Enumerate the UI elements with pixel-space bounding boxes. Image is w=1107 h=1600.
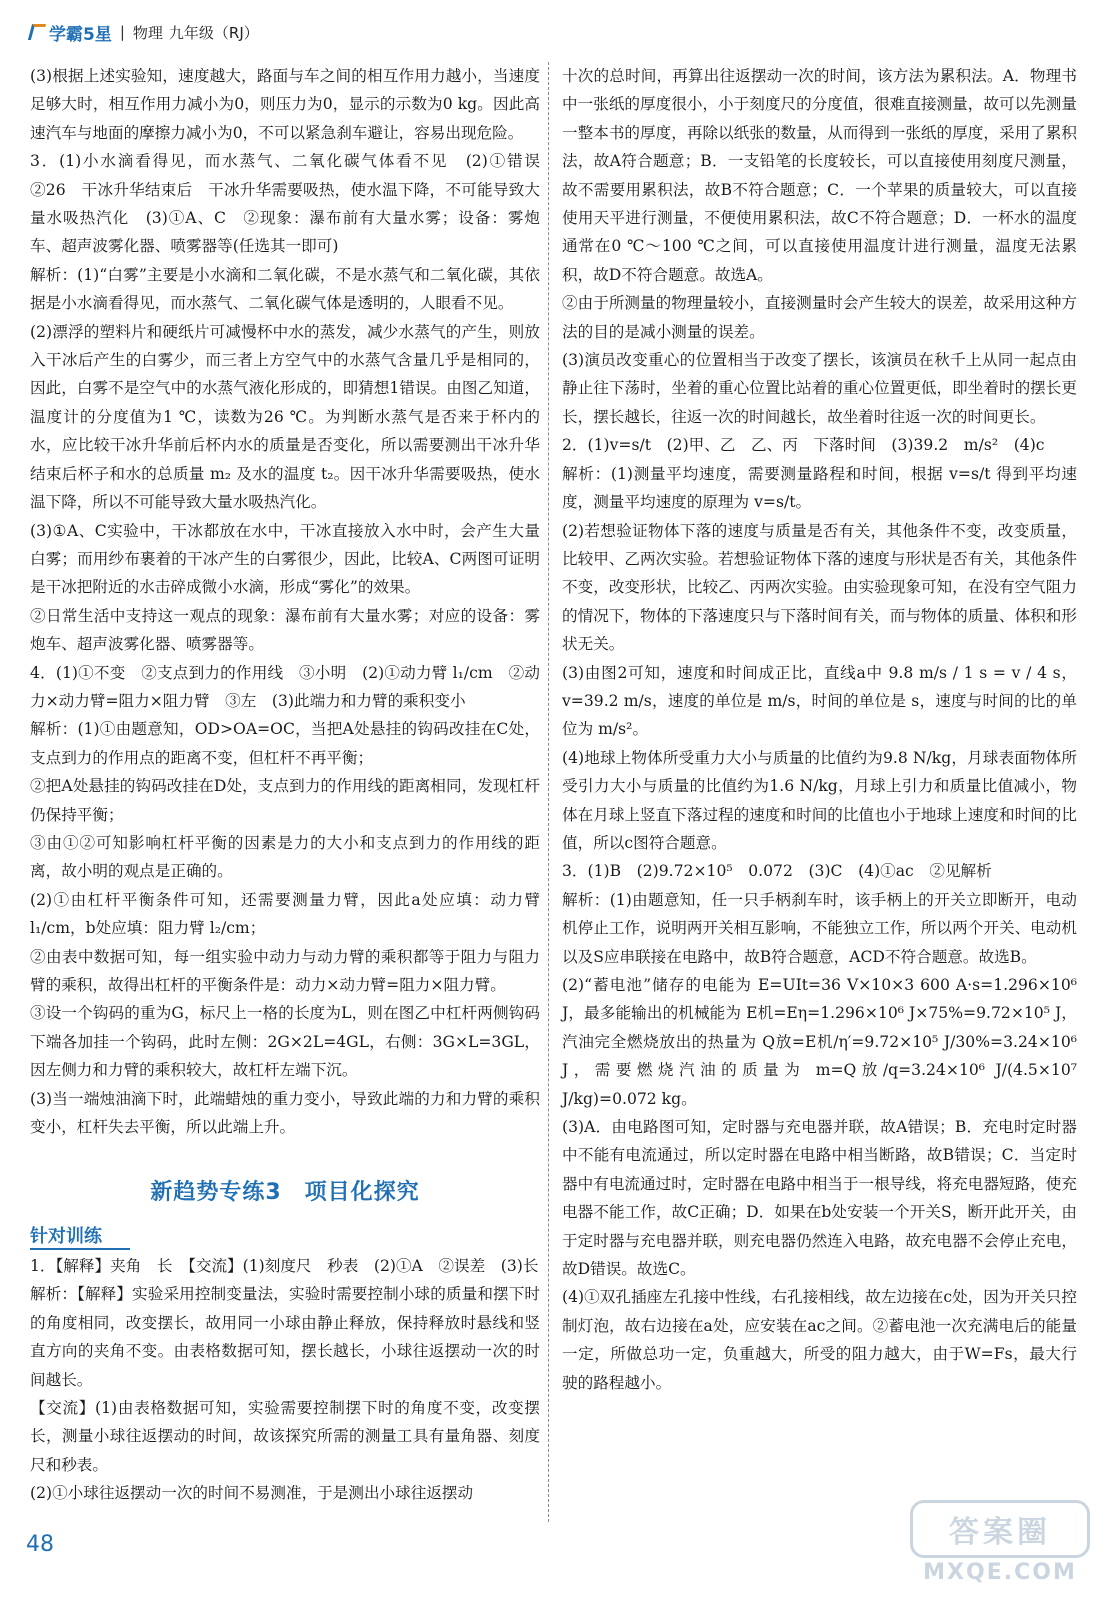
paragraph: 十次的总时间，再算出往返摆动一次的时间，该方法为累积法。A．物理书中一张纸的厚度很小，小于刻度尺的分度值，很难直接测量，故可以先测量一整本书的厚度，再除以纸张的数量，从而得到一张纸的厚度，采用了累积法，故A符合题意；B．一支铅笔的长度较长，可以直接使用刻度尺测量，故不需要用累积法，故B不符合题意；C．一个苹果的质量较大，可以直接使用天平进行测量，不便使用累积法，故C不符合题意；D．一杯水的温度通常在0 ℃～100 ℃之间，可以直接使用温度计进行测量，温度无法累积，故D不符合题意。故选A。: [562, 67, 1077, 284]
paragraph: (3)①A、C实验中，干冰都放在水中，干冰直接放入水中时，会产生大量白雾；而用纱布裹着的干冰产生的白雾很少，因此，比较A、C两图可证明是干冰把附近的水击碎成微小水滴，形成“雾化”的效果。: [30, 521, 540, 597]
page-number: 48: [26, 1532, 54, 1557]
paragraph: (3)A．由电路图可知，定时器与充电器并联，故A错误；B．充电时定时器中不能有电流通过，所以定时器在电路中相当断路，故B错误；C．当定时器中有电流通过时，定时器在电路中相当于一根导线，将充电器短路，使充电器不能工作，故C正确；D．如果在b处安装一个开关S，断开此开关，由于定时器与充电器并联，则充电器仍然连入电路，故充电器不会停止充电，故D错误。故选C。: [562, 1118, 1077, 1279]
brand-logo: [30, 20, 112, 45]
paragraph: (4)①双孔插座左孔接中性线，右孔接相线，故左边接在c处，因为开关只控制灯泡，故右边接在a处，应安装在ac之间。②蓄电池一次充满电后的能量一定，所做总功一定，负重越大，所受的阻力越大，由于W=Fs，最大行驶的路程越小。: [562, 1288, 1077, 1392]
paragraph: (2)“蓄电池”储存的电能为 E=UIt=36 V×10×3 600 A·s=1.296×10⁶ J，最多能输出的机械能为 E机=Eη=1.296×10⁶ J×75%=9.72×10⁵ J，汽油完全燃烧放出的热量为 Q放=E机/η′=9.72×10⁵ J/30%=3.24×10⁶ J，需要燃烧汽油的质量为 m=Q放/q=3.24×10⁶ J/(4.5×10⁷ J/kg)=0.072 kg。: [562, 976, 1077, 1108]
logo-text: 学霸5星: [49, 24, 112, 45]
paragraph: 2．(1)v=s/t (2)甲、乙 乙、丙 下落时间 (3)39.2 m/s² (4)c: [562, 436, 1045, 455]
paragraph: 解析：【解释】实验采用控制变量法，实验时需要控制小球的质量和摆下时的角度相同，改变摆长，故用同一小球由静止释放，保持释放时悬线和竖直方向的夹角不变。由表格数据可知，摆长越长，小球往返摆动一次的时间越长。: [30, 1285, 540, 1389]
left-column-bottom: [30, 1252, 540, 1508]
paragraph: 【交流】(1)由表格数据可知，实验需要控制摆下时的角度不变，改变摆长，测量小球往返摆动的时间，故该探究所需的测量工具有量角器、刻度尺和秒表。: [30, 1399, 540, 1474]
header-separator: |: [119, 23, 125, 41]
paragraph: ②由表中数据可知，每一组实验中动力与动力臂的乘积都等于阻力与阻力臂的乘积，故得出杠杆的平衡条件是：动力×动力臂=阻力×阻力臂。: [30, 947, 540, 994]
paragraph: (2)漂浮的塑料片和硬纸片可减慢杯中水的蒸发，减少水蒸气的产生，则放入干冰后产生的白雾少，而三者上方空气中的水蒸气含量几乎是相同的，因此，白雾不是空气中的水蒸气液化形成的，即猜想1错误。由图乙知道，温度计的分度值为1 ℃，读数为26 ℃。为判断水蒸气是否来于杯内的水，应比较干冰升华前后杯内水的质量是否变化，所以需要测出干冰升华结束后杯子和水的总质量 m₂ 及水的温度 t₂。因干冰升华需要吸热，使水温下降，所以不可能导致大量水吸热汽化。: [30, 322, 540, 512]
paragraph: (3)由图2可知，速度和时间成正比，直线a中 9.8 m/s / 1 s = v / 4 s，v=39.2 m/s，速度的单位是 m/s，时间的单位是 s，速度与时间的比的单位为 m/s²。: [562, 663, 1077, 739]
column-divider: [548, 62, 549, 1522]
paragraph: 4．(1)①不变 ②支点到力的作用线 ③小明 (2)①动力臂 l₁/cm ②动力×动力臂=阻力×阻力臂 ③左 (3)此端力和力臂的乘积变小: [30, 663, 540, 710]
paragraph: (3)当一端烛油滴下时，此端蜡烛的重力变小，导致此端的力和力臂的乘积变小，杠杆失去平衡，所以此端上升。: [30, 1089, 540, 1137]
paragraph: 解析：(1)①由题意知，OD>OA=OC，当把A处悬挂的钩码改挂在C处，支点到力的作用点的距离不变，但杠杆不再平衡；: [30, 720, 540, 767]
paragraph: 3．(1)B (2)9.72×10⁵ 0.072 (3)C (4)①ac ②见解析: [562, 862, 992, 881]
paragraph: 解析：(1)由题意知，任一只手柄刹车时，该手柄上的开关立即断开，电动机停止工作，说明两开关相互影响，不能独立工作，所以两个开关、电动机以及S应串联接在电路中，故B符合题意，ACD不符合题意。故选B。: [562, 890, 1077, 966]
watermark-logo: 答案圈: [910, 1500, 1090, 1558]
paragraph: ③由①②可知影响杠杆平衡的因素是力的大小和支点到力的作用线的距离，故小明的观点是正确的。: [30, 833, 540, 881]
section-title: 新趋势专练3 项目化探究: [150, 1180, 420, 1205]
paragraph: (2)①由杠杆平衡条件可知，还需要测量力臂，因此a处应填：动力臂 l₁/cm，b处应填：阻力臂 l₂/cm；: [30, 890, 540, 938]
header-subject: 物理: [132, 23, 163, 42]
paragraph: (2)①小球往返摆动一次的时间不易测准，于是测出小球往返摆动: [30, 1484, 474, 1503]
paragraph: (3)演员改变重心的位置相当于改变了摆长，该演员在秋千上从同一起点由静止往下荡时，坐着的重心位置比站着的重心位置更低，即坐着时的摆长更长，摆长越长，往返一次的时间越长，故坐着时往返一次的时间更长。: [562, 351, 1077, 426]
header-grade: 九年级（RJ）: [168, 23, 259, 42]
paragraph: 3．(1)小水滴看得见，而水蒸气、二氧化碳气体看不见 (2)①错误 ②26 干冰升华结束后 干冰升华需要吸热，使水温下降，不可能导致大量水吸热汽化 (3)①A、C ②现象：瀑布前有大量水雾；设备：雾炮车、超声波雾化器、喷雾器等(任选其一即可): [30, 152, 556, 256]
paragraph: ③设一个钩码的重为G，标尺上一格的长度为L，则在图乙中杠杆两侧钩码下端各加挂一个钩码，此时左侧：2G×2L=4GL，右侧：3G×L=3GL，因左侧力和力臂的乘积较大，故杠杆左端下沉。: [30, 1004, 540, 1080]
paragraph: (4)地球上物体所受重力大小与质量的比值约为9.8 N/kg，月球表面物体所受引力大小与质量的比值约为1.6 N/kg，月球上引力和质量比值减小，物体在月球上竖直下落过程的速度和时间的比值也小于地球上速度和时间的比值，所以c图符合题意。: [562, 748, 1077, 852]
sub-title-underline: [30, 1248, 130, 1250]
paragraph: ②日常生活中支持这一观点的现象：瀑布前有大量水雾；对应的设备：雾炮车、超声波雾化器、喷雾器等。: [30, 606, 540, 654]
paragraph: 1．【解释】夹角 长 【交流】(1)刻度尺 秒表 (2)①A ②误差 (3)长: [30, 1257, 539, 1275]
sub-title: 针对训练: [30, 1226, 102, 1247]
paragraph: 解析：(1)测量平均速度，需要测量路程和时间，根据 v=s/t 得到平均速度，测量平均速度的原理为 v=s/t。: [562, 464, 1077, 512]
paragraph: (3)根据上述实验知，速度越大，路面与车之间的相互作用力越小，当速度足够大时，相互作用力减小为0，则压力为0，显示的示数为0 kg。因此高速汽车与地面的摩擦力减小为0，不可以紧急刹车避让，容易出现危险。: [30, 67, 540, 142]
logo-mark-icon: [28, 24, 46, 40]
paragraph: ②把A处悬挂的钩码改挂在D处，支点到力的作用线的距离相同，发现杠杆仍保持平衡；: [30, 777, 540, 824]
paragraph: (2)若想验证物体下落的速度与质量是否有关，其他条件不变，改变质量，比较甲、乙两次实验。若想验证物体下落的速度与形状是否有关，其他条件不变，改变形状，比较乙、丙两次实验。由实验现象可知，在没有空气阻力的情况下，物体的下落速度只与下落时间有关，而与物体的质量、体积和形状无关。: [562, 521, 1077, 654]
paragraph: ②由于所测量的物理量较小，直接测量时会产生较大的误差，故采用这种方法的目的是减小测量的误差。: [562, 294, 1077, 341]
paragraph: 解析：(1)“白雾”主要是小水滴和二氧化碳，不是水蒸气和二氧化碳，其依据是小水滴看得见，而水蒸气、二氧化碳气体是透明的，人眼看不见。: [30, 265, 540, 313]
right-column: [562, 62, 1077, 1397]
left-column: [30, 62, 556, 1141]
watermark: [910, 1500, 1090, 1590]
page-header: [30, 18, 259, 46]
watermark-url: MXQE.COM: [923, 1560, 1077, 1585]
